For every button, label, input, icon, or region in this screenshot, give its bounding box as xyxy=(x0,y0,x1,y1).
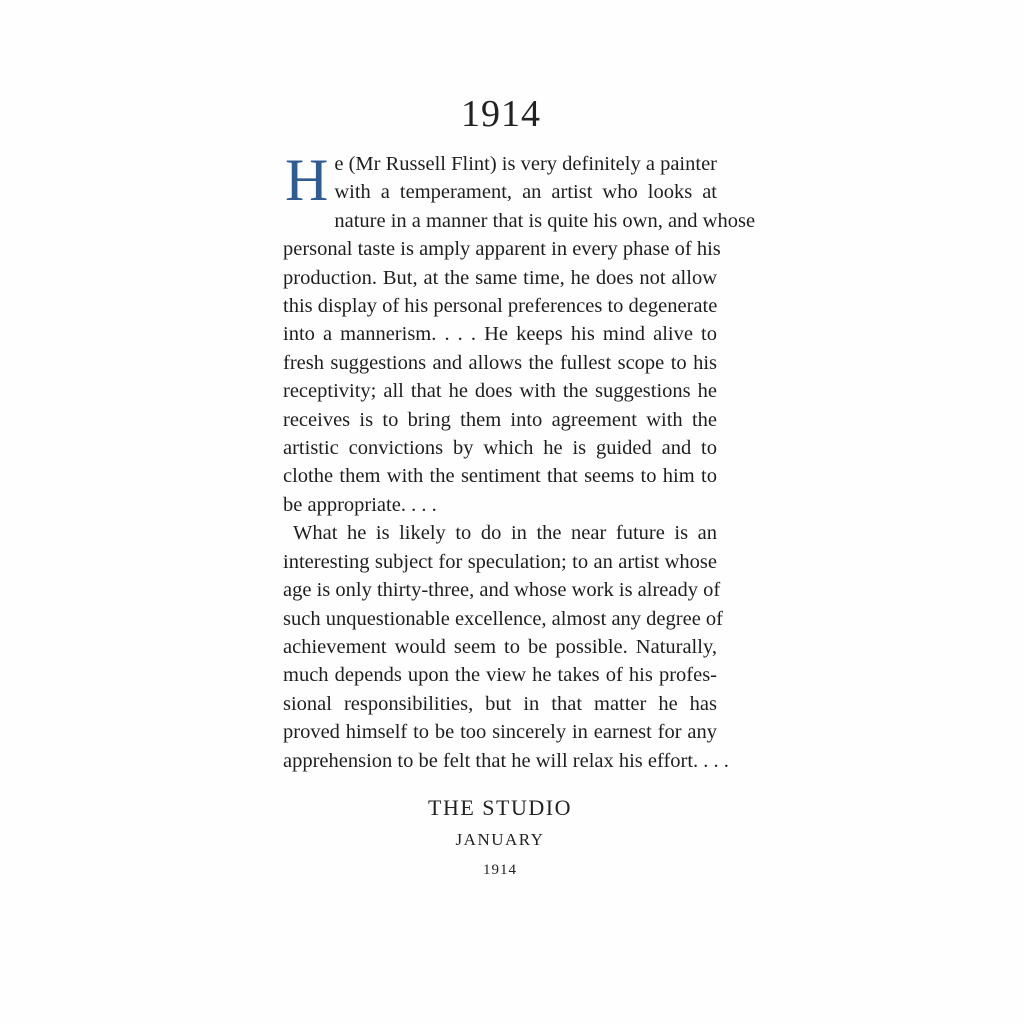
quote-paragraph-1 xyxy=(283,147,756,519)
source-year: 1914 xyxy=(483,862,517,878)
text-line: artistic convictions by which he is guided and to xyxy=(283,437,717,460)
source-publication: THE STUDIO xyxy=(428,795,572,820)
text-line: such unquestionable excellence, almost any degree of xyxy=(283,607,724,630)
drop-cap: H xyxy=(285,147,329,213)
text-line: much depends upon the view he takes of his profes- xyxy=(283,664,717,687)
text-line: this display of his personal preferences to degenerate xyxy=(283,295,718,318)
text-line: be appropriate. . . . xyxy=(283,493,437,516)
text-line: receives is to bring them into agreement with the xyxy=(283,408,717,431)
text-line: interesting subject for speculation; to an artist whose xyxy=(283,550,717,573)
text-line: clothe them with the sentiment that seems to him to xyxy=(283,465,717,488)
text-line: fresh suggestions and allows the fullest scope to his xyxy=(283,351,717,374)
text-line: apprehension to be felt that he will relax his effort. . . . xyxy=(283,749,729,772)
text-line: receptivity; all that he does with the suggestions he xyxy=(283,380,717,403)
page-heading: 1914 xyxy=(461,93,541,135)
source-month: JANUARY xyxy=(455,830,545,849)
text-line: with a temperament, an artist who looks at xyxy=(334,181,717,204)
quote-paragraph-2 xyxy=(283,519,729,775)
text-line: production. But, at the same time, he does not allow xyxy=(283,266,717,289)
text-line: age is only thirty-three, and whose work is already of xyxy=(283,579,721,602)
text-line: achievement would seem to be possible. Naturally, xyxy=(283,635,717,658)
text-line: personal taste is amply apparent in every phase of his xyxy=(283,238,721,261)
text-line: proved himself to be too sincerely in earnest for any xyxy=(283,721,717,744)
quote-body xyxy=(283,147,756,775)
text-line: into a mannerism. . . . He keeps his mind alive to xyxy=(283,323,717,346)
text-line: What he is likely to do in the near future is an xyxy=(293,522,717,545)
text-line: e (Mr Russell Flint) is very definitely a painter xyxy=(334,153,717,175)
text-line: sional responsibilities, but in that matter he has xyxy=(283,692,717,715)
text-line: nature in a manner that is quite his own, and whose xyxy=(334,209,756,232)
